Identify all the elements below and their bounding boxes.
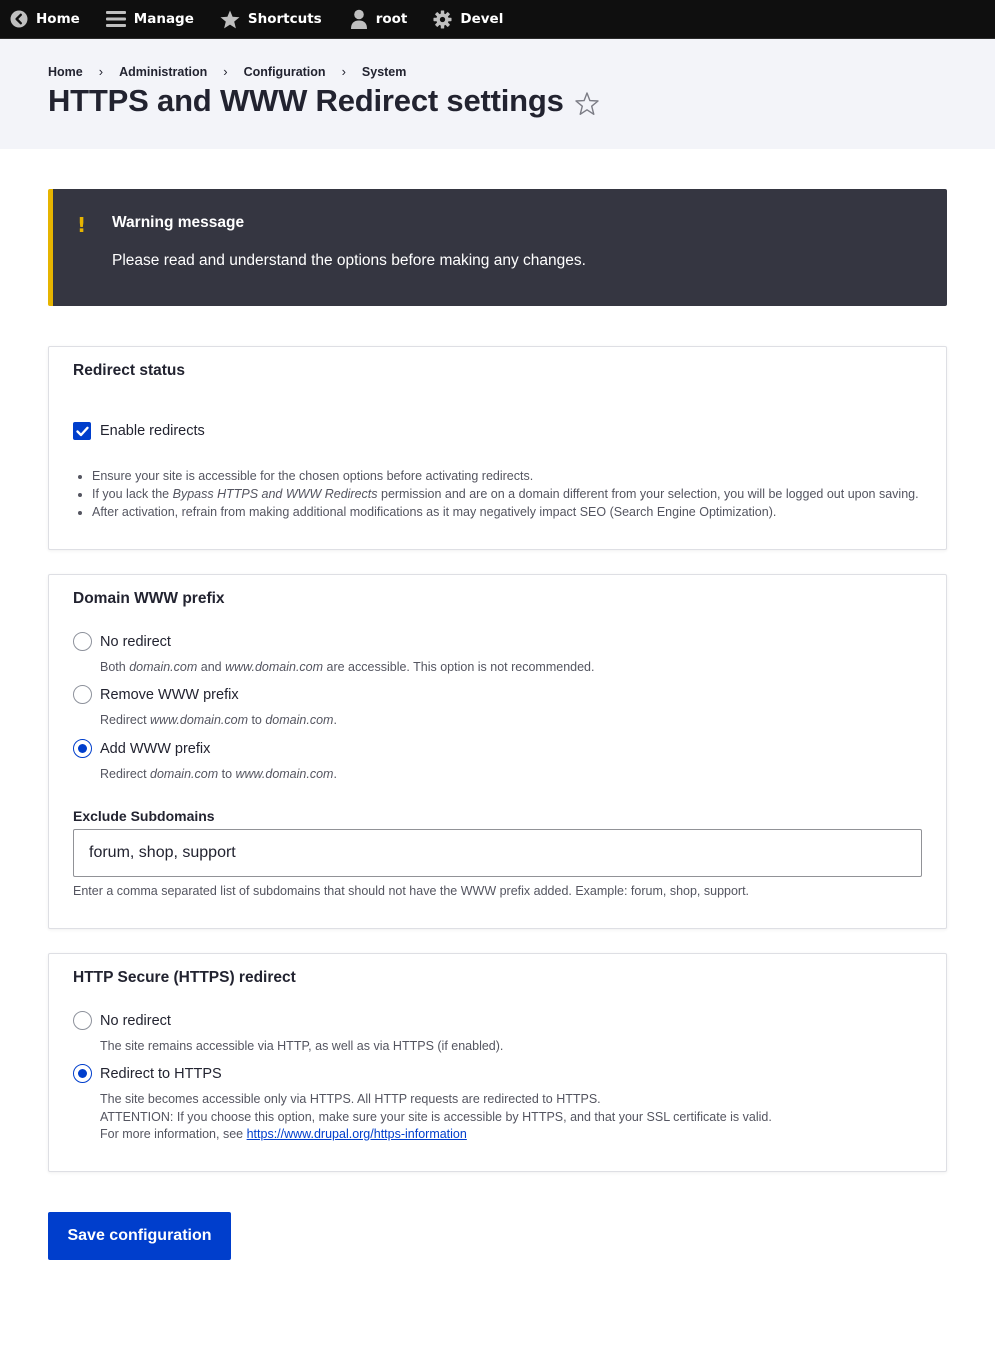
https-redirect-desc-line: The site becomes accessible only via HTTPS. All HTTP requests are redirected to HTTPS. [100,1092,601,1106]
www-remove-prefix-label: Remove WWW prefix [100,686,239,703]
https-fieldset [48,953,947,1172]
redirect-status-legend: Redirect status [73,362,185,379]
redirect-status-fieldset [48,346,947,550]
www-no-redirect-description: Both domain.com and www.domain.com are accessible. This option is not recommended. [100,660,595,674]
checkmark-icon [76,426,89,437]
list-item: • If you lack the Bypass HTTPS and WWW Redirects permission and are on a domain different from your selection, you will be logged out upon saving. [92,485,919,503]
www-prefix-legend: Domain WWW prefix [73,590,225,607]
https-legend: HTTP Secure (HTTPS) redirect [73,969,296,986]
star-icon [220,10,240,29]
enable-redirects-checkbox[interactable] [73,422,91,440]
breadcrumb-configuration[interactable]: Configuration [243,64,326,79]
https-redirect-attention-line: ATTENTION: If you choose this option, make sure your site is accessible by HTTPS, and that your SSL certificate is valid. [100,1109,772,1124]
https-redirect-label: Redirect to HTTPS [100,1065,222,1082]
https-no-redirect-radio[interactable] [73,1011,92,1030]
breadcrumb-system[interactable]: System [361,64,407,79]
https-information-link[interactable]: https://www.drupal.org/https-information [246,1127,467,1141]
hamburger-icon [106,10,126,28]
www-remove-prefix-description: Redirect www.domain.com to domain.com. [100,713,337,727]
toolbar-home-link[interactable] [10,0,80,39]
toolbar-user-link[interactable] [350,0,408,39]
https-redirect-info-line: For more information, see https://www.drupal.org/https-information [100,1127,467,1141]
warning-icon: ! [77,213,87,237]
breadcrumb-separator: › [98,64,104,79]
redirect-notes-list [77,467,919,521]
save-configuration-button[interactable]: Save configuration [48,1212,231,1260]
list-item: • After activation, refrain from making additional modifications as it may negatively impact SEO (Search Engine Optimization). [92,503,919,521]
www-remove-prefix-radio[interactable] [73,685,92,704]
https-redirect-option[interactable] [73,1064,222,1083]
admin-toolbar [0,0,995,39]
list-item: • Ensure your site is accessible for the chosen options before activating redirects. [92,467,919,485]
breadcrumb-administration[interactable]: Administration [119,64,208,79]
back-circle-icon [10,10,28,28]
toolbar-shortcuts-label: Shortcuts [247,11,322,27]
www-no-redirect-label: No redirect [100,633,171,650]
exclude-subdomains-label: Exclude Subdomains [73,808,215,824]
https-redirect-radio[interactable] [73,1064,92,1083]
page-title: HTTPS and WWW Redirect settings [48,83,564,118]
page-header [0,39,995,149]
www-add-prefix-label: Add WWW prefix [100,740,211,757]
user-icon [350,9,368,29]
www-add-prefix-description: Redirect domain.com to www.domain.com. [100,767,337,781]
enable-redirects-label: Enable redirects [100,423,205,439]
www-remove-prefix-option[interactable] [73,685,239,704]
https-redirect-description [100,1091,772,1144]
www-prefix-fieldset [48,574,947,929]
warning-text: Please read and understand the options before making any changes. [112,252,586,269]
toolbar-manage-label: Manage [133,11,194,27]
warning-title: Warning message [112,214,245,231]
toolbar-shortcuts-link[interactable] [220,0,322,39]
https-no-redirect-option[interactable] [73,1011,171,1030]
exclude-subdomains-description: Enter a comma separated list of subdomains that should not have the WWW prefix added. Example: forum, shop, support. [73,884,750,898]
warning-message [48,189,947,306]
www-no-redirect-option[interactable] [73,632,171,651]
www-add-prefix-radio[interactable] [73,739,92,758]
https-no-redirect-label: No redirect [100,1012,171,1029]
add-shortcut-star-icon[interactable] [574,91,600,117]
https-no-redirect-description: The site remains accessible via HTTP, as well as via HTTPS (if enabled). [100,1039,504,1053]
www-add-prefix-option[interactable] [73,739,210,758]
breadcrumb-separator: › [341,64,346,79]
toolbar-devel-link[interactable] [433,0,503,39]
toolbar-devel-label: Devel [460,11,504,27]
toolbar-user-label: root [375,11,408,27]
www-no-redirect-radio[interactable] [73,632,92,651]
toolbar-home-label: Home [36,11,80,27]
breadcrumb-separator: › [223,64,228,79]
toolbar-manage-link[interactable] [106,0,194,39]
gear-icon [433,10,452,29]
breadcrumb-home[interactable]: Home [48,64,83,79]
enable-redirects-row[interactable] [73,422,205,440]
exclude-subdomains-input[interactable] [73,829,922,877]
breadcrumb [48,64,406,79]
